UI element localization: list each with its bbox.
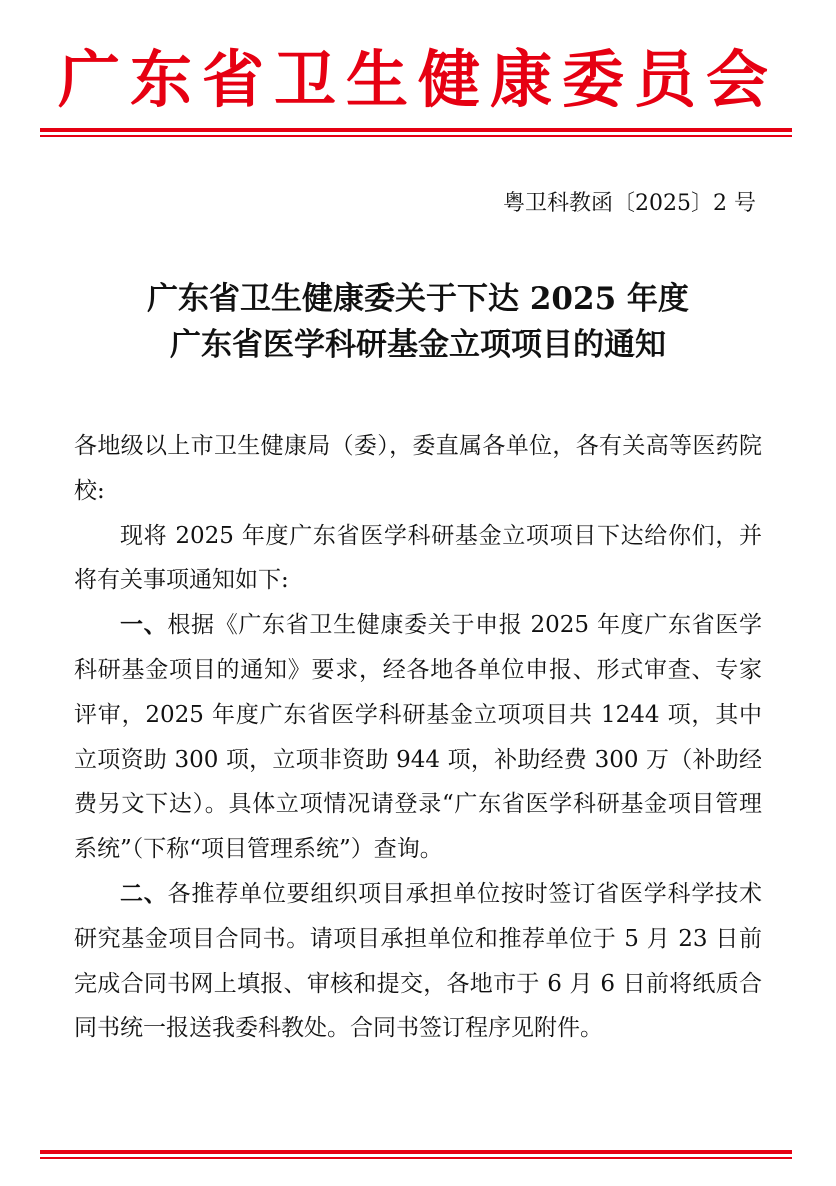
footer-red-rule [40,1150,792,1159]
item-2-paragraph [74,872,762,1051]
item-1-number: 一、 [120,611,168,639]
item-1-text: 根据《广东省卫生健康委关于申报 2025 年度广东省医学科研基金项目的通知》要求，经各地各单位申报、形式审查、专家评审，2025 年度广东省医学科研基金立项项目共 1244 项，其中立项资助 300 项，立项非资助 944 项，补助经费 300 万（补助经费另文下达）。具体立项情况请登录“广东省医学科研基金项目管理系统”（下称“项目管理系统”）查询。 [74,612,763,863]
intro-paragraph: 现将 2025 年度广东省医学科研基金立项项目下达给你们，并将有关事项通知如下: [74,522,762,594]
item-2-number: 二、 [120,879,168,907]
document-number: 粤卫科教函〔2025〕2 号 [503,191,756,216]
salutation: 各地级以上市卫生健康局（委），委直属各单位，各有关高等医药院校: [74,433,762,504]
red-rule-thick [40,1150,792,1154]
document-body [74,424,762,1051]
item-1-paragraph [74,603,762,872]
document-title [0,276,836,368]
letterhead-org-name: 广东省卫生健康委员会 [57,43,778,116]
document-title-line-2: 广东省医学科研基金立项项目的通知 [170,327,666,363]
letterhead-red-rule-top [40,128,792,137]
red-rule-thick [40,128,792,132]
red-rule-thin [40,1157,792,1159]
document-title-line-1: 广东省卫生健康委关于下达 2025 年度 [147,281,689,317]
item-2-text: 各推荐单位要组织项目承担单位按时签订省医学科学技术研究基金项目合同书。请项目承担单位和推荐单位于 5 月 23 日前完成合同书网上填报、审核和提交，各地市于 6 月 6 日前将纸质合同书统一报送我委科教处。合同书签订程序见附件。 [74,880,763,1042]
red-rule-thin [40,135,792,137]
